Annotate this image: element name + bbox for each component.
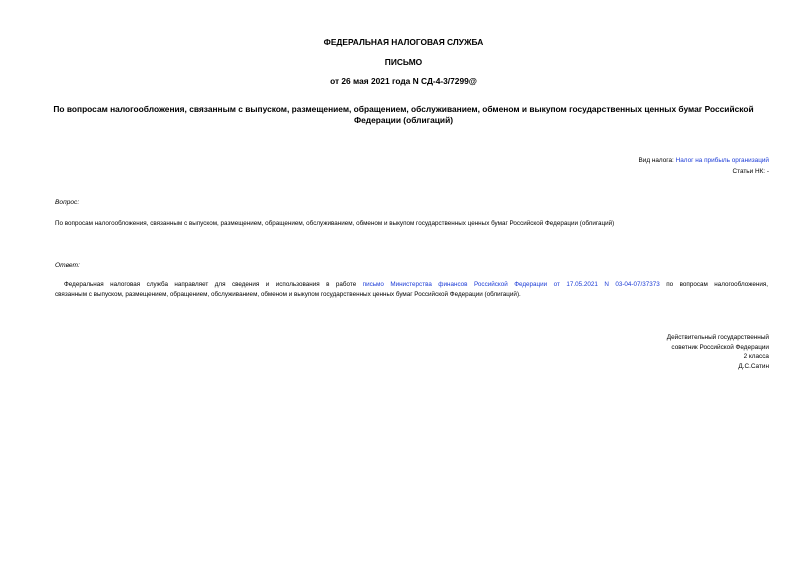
signature-line-2: советник Российской Федерации (671, 343, 769, 351)
signature-block (667, 333, 769, 371)
answer-line-2: связанным с выпуском, размещением, обращением, обслуживанием, обменом и выкупом государственных ценных бумаг Российской Федерации (облигаций). (55, 291, 521, 298)
answer-label: Ответ: (55, 262, 80, 269)
question-label: Вопрос: (55, 199, 80, 206)
answer-text (55, 280, 768, 300)
nk-articles: Статьи НК: - (732, 168, 769, 175)
answer-line-1 (55, 280, 768, 290)
signature-line-1: Действительный государственный (666, 334, 769, 341)
tax-type-row (639, 157, 769, 165)
answer-text-after: по вопросам налогообложения, (666, 281, 769, 288)
doc-subject: По вопросам налогообложения, связанным с выпуском, размещением, обращением, обслуживанием, обменом и выкупом государственных ценных бумаг Российской Федерации (облигаций) (53, 104, 754, 125)
minfin-letter-link[interactable]: письмо Министерства финансов Российской Федерации от 17.05.2021 N 03-04-07/37373 (362, 281, 660, 288)
signature-line-3: 2 класса (743, 353, 769, 360)
signature-name: Д.С.Сатин (738, 362, 769, 370)
tax-type-label: Вид налога: (638, 157, 674, 164)
question-text: По вопросам налогообложения, связанным с выпуском, размещением, обращением, обслуживанием, обменом и выкупом государственных ценных бумаг Российской Федерации (облигаций) (55, 220, 615, 227)
doc-date-number: от 26 мая 2021 года N СД-4-3/7299@ (330, 76, 477, 86)
agency-title: ФЕДЕРАЛЬНАЯ НАЛОГОВАЯ СЛУЖБА (323, 37, 484, 47)
doc-type-title: ПИСЬМО (384, 57, 423, 67)
tax-type-link[interactable]: Налог на прибыль организаций (675, 157, 769, 164)
answer-text-before: Федеральная налоговая служба направляет для сведения и использования в работе (64, 281, 357, 288)
